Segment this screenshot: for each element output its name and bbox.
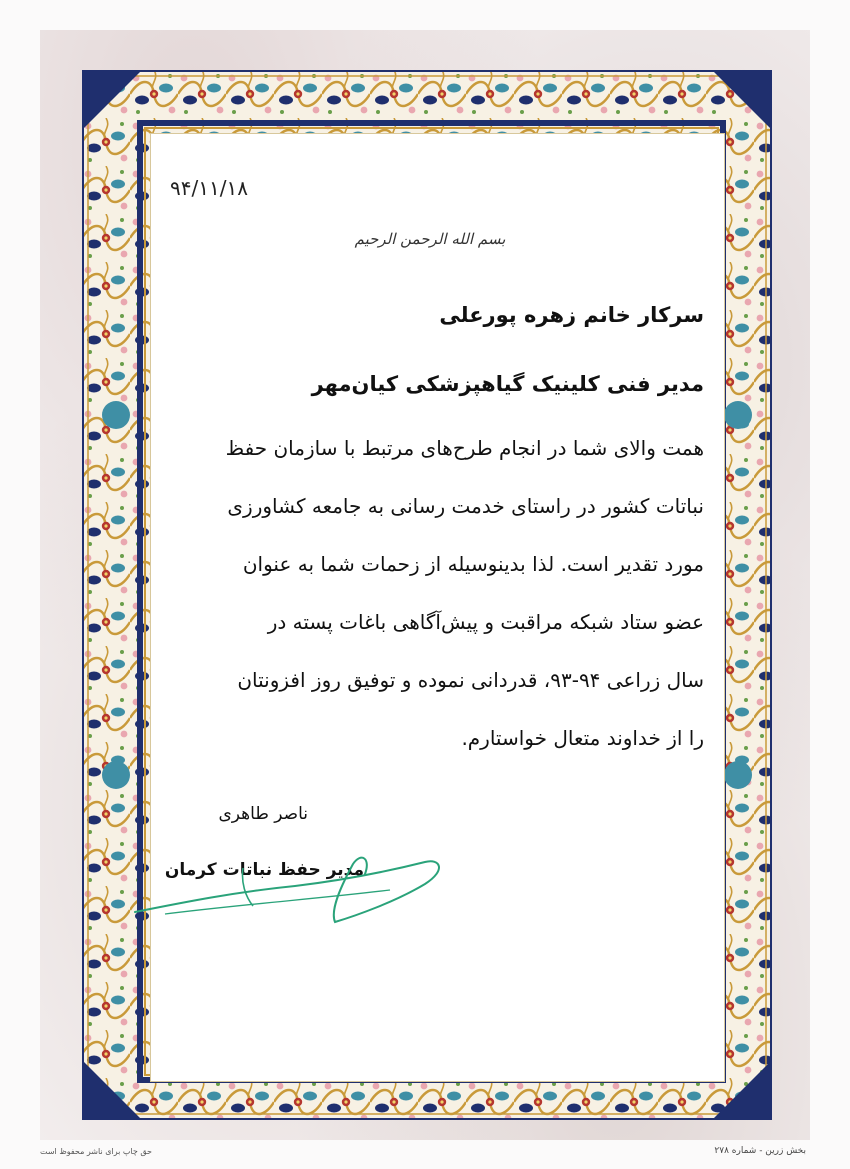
recipient-title: مدیر فنی کلینیک گیاهپزشکی کیان‌مهر [311, 372, 704, 396]
body-line: مورد تقدیر است. لذا بدینوسیله از زحمات شما به عنوان [242, 552, 704, 576]
body-line: همت والای شما در انجام طرح‌های مرتبط با سازمان حفظ [225, 436, 704, 460]
body-line: نباتات کشور در راستای خدمت رسانی به جامعه کشاورزی [227, 494, 704, 518]
basmala-heading: بسم الله الرحمن الرحیم [354, 230, 506, 248]
body-line: را از خداوند متعال خواستارم. [461, 726, 704, 750]
signer-title: مدیر حفظ نباتات کرمان [164, 860, 364, 880]
signer-name: ناصر طاهری [218, 804, 308, 824]
letter-date: ۹۴/۱۱/۱۸ [170, 176, 248, 200]
footer-series-note: بخش زرین - شماره ۲۷۸ [714, 1146, 806, 1156]
body-line: سال زراعی ۹۴-۹۳، قدردانی نموده و توفیق روز افزونتان [237, 668, 704, 692]
letter-body [159, 428, 704, 776]
recipient-name: سرکار خانم زهره پورعلی [439, 303, 704, 327]
footer-copyright-note: حق چاپ برای ناشر محفوظ است [40, 1147, 152, 1156]
body-line: عضو ستاد شبکه مراقبت و پیش‌آگاهی باغات پسته در [267, 610, 704, 634]
handwritten-signature [125, 840, 455, 930]
